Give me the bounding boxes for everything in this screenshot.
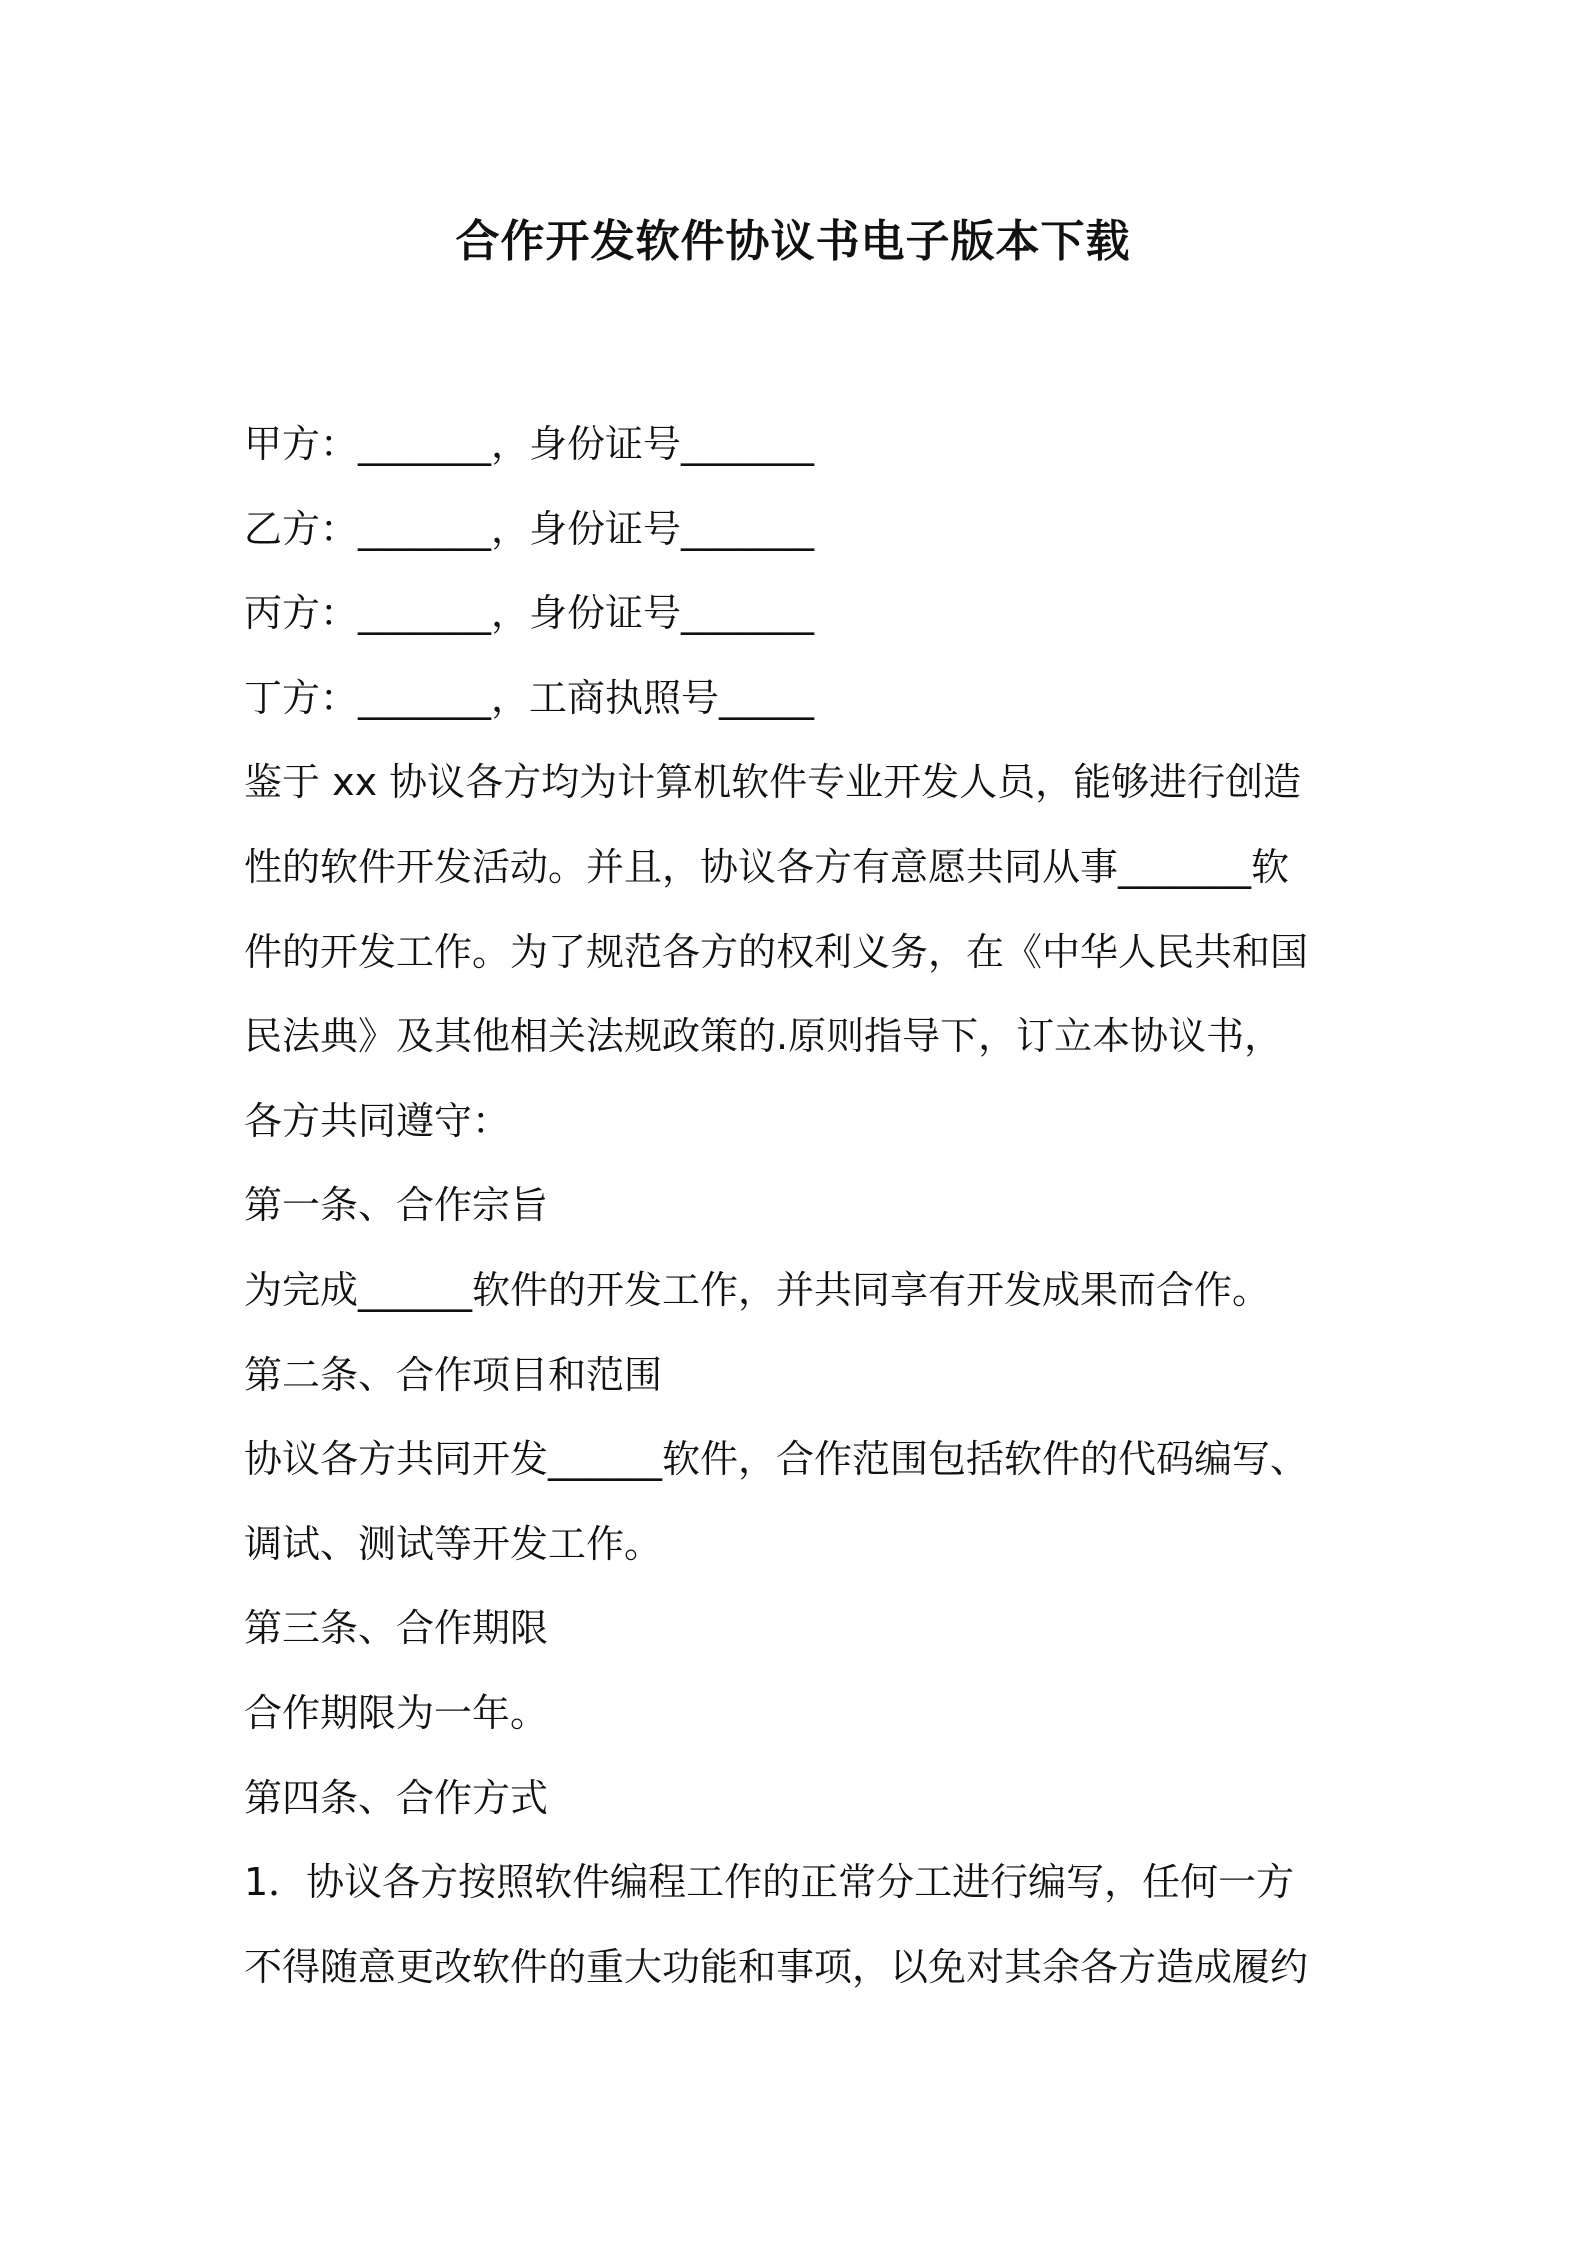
preamble-line: 性的软件开发活动。并且，协议各方有意愿共同从事_______软	[244, 844, 1290, 889]
article-text: 不得随意更改软件的重大功能和事项，以免对其余各方造成履约	[244, 1944, 1309, 1989]
article-text: 调试、测试等开发工作。	[244, 1521, 663, 1566]
preamble-line: 件的开发工作。为了规范各方的权利义务，在《中华人民共和国	[244, 929, 1309, 974]
article-heading: 第一条、合作宗旨	[244, 1183, 549, 1228]
party-c-line: 丙方：_______，身份证号_______	[244, 591, 815, 636]
preamble-line: 民法典》及其他相关法规政策的.原则指导下，订立本协议书，	[244, 1014, 1283, 1059]
article-text: 为完成______软件的开发工作，并共同享有开发成果而合作。	[244, 1267, 1271, 1312]
document-body	[244, 402, 1364, 2009]
document-title: 合作开发软件协议书电子版本下载	[455, 216, 1131, 267]
party-d-line: 丁方：_______，工商执照号_____	[244, 675, 815, 720]
preamble-line: 鉴于 xx 协议各方均为计算机软件专业开发人员，能够进行创造	[244, 760, 1302, 805]
article-heading: 第四条、合作方式	[244, 1775, 549, 1820]
party-a-line: 甲方：_______，身份证号_______	[244, 422, 815, 466]
article-text: 1．协议各方按照软件编程工作的正常分工进行编写，任何一方	[244, 1860, 1295, 1905]
party-b-line: 乙方：_______，身份证号_______	[244, 506, 815, 551]
article-heading: 第三条、合作期限	[244, 1606, 549, 1651]
article-heading: 第二条、合作项目和范围	[244, 1352, 663, 1397]
preamble-line: 各方共同遵守：	[244, 1098, 511, 1143]
article-text: 协议各方共同开发______软件，合作范围包括软件的代码编写、	[244, 1437, 1309, 1482]
article-text: 合作期限为一年。	[244, 1690, 549, 1735]
